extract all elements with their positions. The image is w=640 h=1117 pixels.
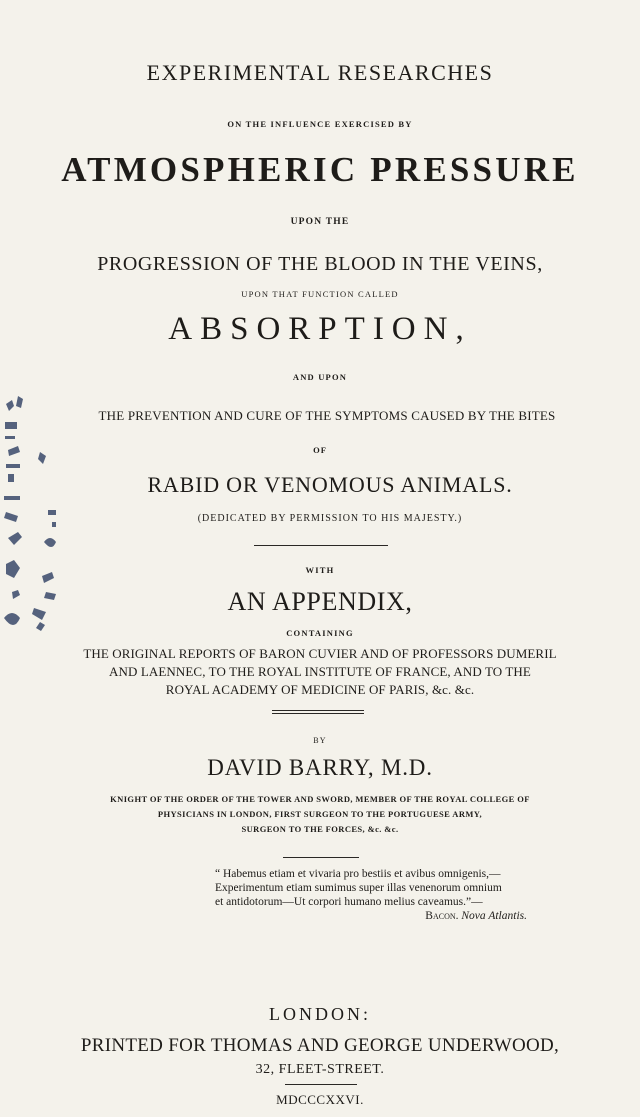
- appendix-line-2: AND LAENNEC, TO THE ROYAL INSTITUTE OF FRANCE, AND TO THE: [109, 664, 531, 679]
- title-line-dedication: (DEDICATED BY PERMISSION TO HIS MAJESTY.): [197, 513, 463, 524]
- divider-rule-2: [272, 710, 364, 714]
- title-line-atmospheric-pressure: ATMOSPHERIC PRESSURE: [61, 150, 579, 189]
- epigraph-line-1: “ Habemus etiam et vivaria pro bestiis et avibus omnigenis,—: [215, 868, 501, 880]
- ink-bleed-through-marks: [0, 392, 90, 652]
- imprint-city: LONDON:: [269, 1004, 371, 1024]
- epigraph-attribution-work: Nova Atlantis.: [461, 910, 527, 922]
- divider-rule-1: [254, 545, 388, 546]
- title-line-absorption: ABSORPTION,: [168, 311, 472, 347]
- title-line-prevention-and-cure: THE PREVENTION AND CURE OF THE SYMPTOMS CAUSED BY THE BITES: [98, 408, 556, 423]
- imprint-year: MDCCCXXVI.: [276, 1092, 364, 1107]
- divider-rule-4: [285, 1084, 357, 1085]
- title-line-by: BY: [313, 736, 327, 745]
- epigraph: [215, 867, 545, 923]
- imprint-address: 32, FLEET-STREET.: [255, 1062, 385, 1077]
- imprint-printer: PRINTED FOR THOMAS AND GEORGE UNDERWOOD,: [80, 1035, 560, 1056]
- title-line-experimental-researches: EXPERIMENTAL RESEARCHES: [146, 60, 494, 85]
- title-line-upon-the: UPON THE: [290, 217, 350, 227]
- title-line-on-the-influence: ON THE INFLUENCE EXERCISED BY: [227, 119, 413, 129]
- author-credentials-2: PHYSICIANS IN LONDON, FIRST SURGEON TO THE PORTUGUESE ARMY,: [157, 809, 483, 819]
- title-line-containing: CONTAINING: [286, 628, 354, 638]
- epigraph-line-3: et antidotorum—Ut corpori humano melius caveamus.”—: [215, 896, 483, 908]
- author-credentials-1: KNIGHT OF THE ORDER OF THE TOWER AND SWORD, MEMBER OF THE ROYAL COLLEGE OF: [110, 794, 530, 804]
- author-credentials-3: SURGEON TO THE FORCES, &c. &c.: [241, 824, 399, 834]
- appendix-line-3: ROYAL ACADEMY OF MEDICINE OF PARIS, &c. &c.: [165, 682, 475, 697]
- title-line-rabid-or-venomous: RABID OR VENOMOUS ANIMALS.: [147, 472, 513, 497]
- appendix-line-1: THE ORIGINAL REPORTS OF BARON CUVIER AND OF PROFESSORS DUMERIL: [83, 646, 557, 661]
- epigraph-attribution: [215, 909, 545, 923]
- title-line-and-upon: AND UPON: [292, 372, 348, 382]
- author-name: DAVID BARRY, M.D.: [207, 755, 433, 780]
- title-line-of: OF: [313, 445, 327, 455]
- epigraph-attribution-name: Bacon.: [425, 910, 459, 922]
- title-line-with: WITH: [305, 565, 335, 575]
- title-line-progression: PROGRESSION OF THE BLOOD IN THE VEINS,: [97, 253, 543, 275]
- title-line-upon-that-function: UPON THAT FUNCTION CALLED: [241, 289, 399, 299]
- epigraph-line-2: Experimentum etiam sumimus super illas venenorum omnium: [215, 882, 502, 894]
- title-line-an-appendix: AN APPENDIX,: [227, 587, 413, 616]
- divider-rule-3: [283, 857, 359, 858]
